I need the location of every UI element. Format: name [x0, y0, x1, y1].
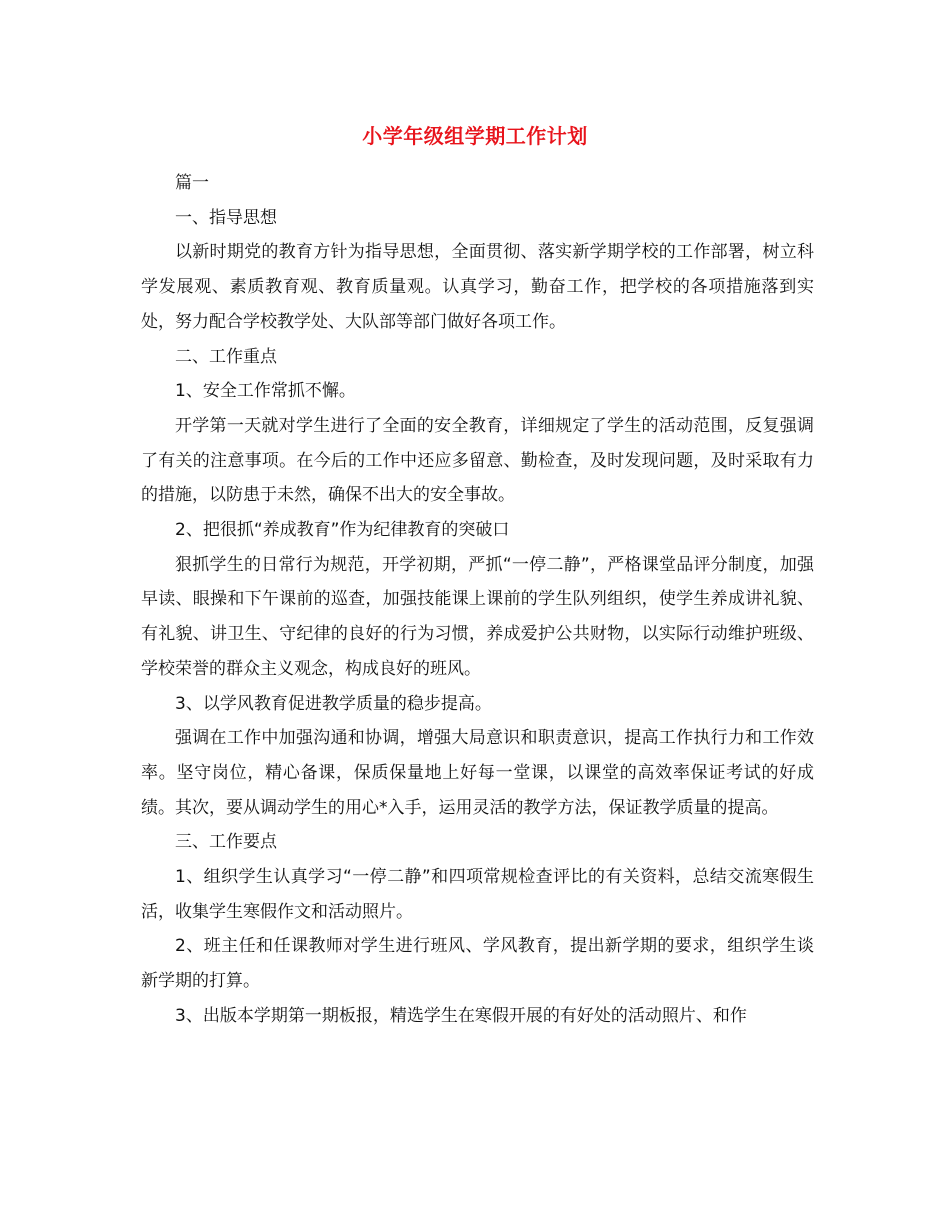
list-item: 2、班主任和任课教师对学生进行班风、学风教育，提出新学期的要求，组织学生谈新学期的打算。 — [141, 936, 814, 992]
paragraph: 开学第一天就对学生进行了全面的安全教育，详细规定了学生的活动范围，反复强调了有关的注意事项。在今后的工作中还应多留意、勤检查，及时发现问题，及时采取有力的措施，以防患于未然，确保不出大的安全事故。 — [141, 415, 814, 506]
subheading-study-style: 3、以学风教育促进教学质量的稳步提高。 — [175, 693, 492, 714]
heading-guiding-ideology: 一、指导思想 — [175, 207, 277, 228]
list-item: 1、组织学生认真学习“一停二静”和四项常规检查评比的有关资料，总结交流寒假生活，收集学生寒假作文和活动照片。 — [141, 867, 814, 922]
heading-work-points: 三、工作要点 — [175, 832, 277, 853]
paragraph: 强调在工作中加强沟通和协调，增强大局意识和职责意识，提高工作执行力和工作效率。坚守岗位，精心备课，保质保量地上好每一堂课，以课堂的高效率保证考试的好成绩。其次，要从调动学生的用心*入手，运用灵活的教学方法，保证教学质量的提高。 — [141, 728, 814, 818]
subheading-habit-education: 2、把很抓“养成教育”作为纪律教育的突破口 — [175, 520, 510, 541]
subheading-safety: 1、安全工作常抓不懈。 — [175, 381, 356, 402]
document-body — [141, 166, 814, 1034]
list-item: 3、出版本学期第一期板报，精选学生在寒假开展的有好处的活动照片、和作 — [175, 1005, 747, 1026]
document-title: 小学年级组学期工作计划 — [362, 124, 588, 148]
heading-work-focus: 二、工作重点 — [175, 346, 277, 367]
paragraph: 狠抓学生的日常行为规范，开学初期，严抓“一停二静”，严格课堂品评分制度，加强早读、眼操和下午课前的巡查，加强技能课上课前的学生队列组织，使学生养成讲礼貌、有礼貌、讲卫生、守纪律的良好的行为习惯，养成爱护公共财物，以实际行动维护班级、学校荣誉的群众主义观念，构成良好的班风。 — [141, 554, 814, 679]
paragraph: 以新时期党的教育方针为指导思想，全面贯彻、落实新学期学校的工作部署，树立科学发展观、素质教育观、教育质量观。认真学习，勤奋工作，把学校的各项措施落到实处，努力配合学校教学处、大队部等部门做好各项工作。 — [141, 242, 814, 332]
section-label: 篇一 — [175, 173, 209, 193]
